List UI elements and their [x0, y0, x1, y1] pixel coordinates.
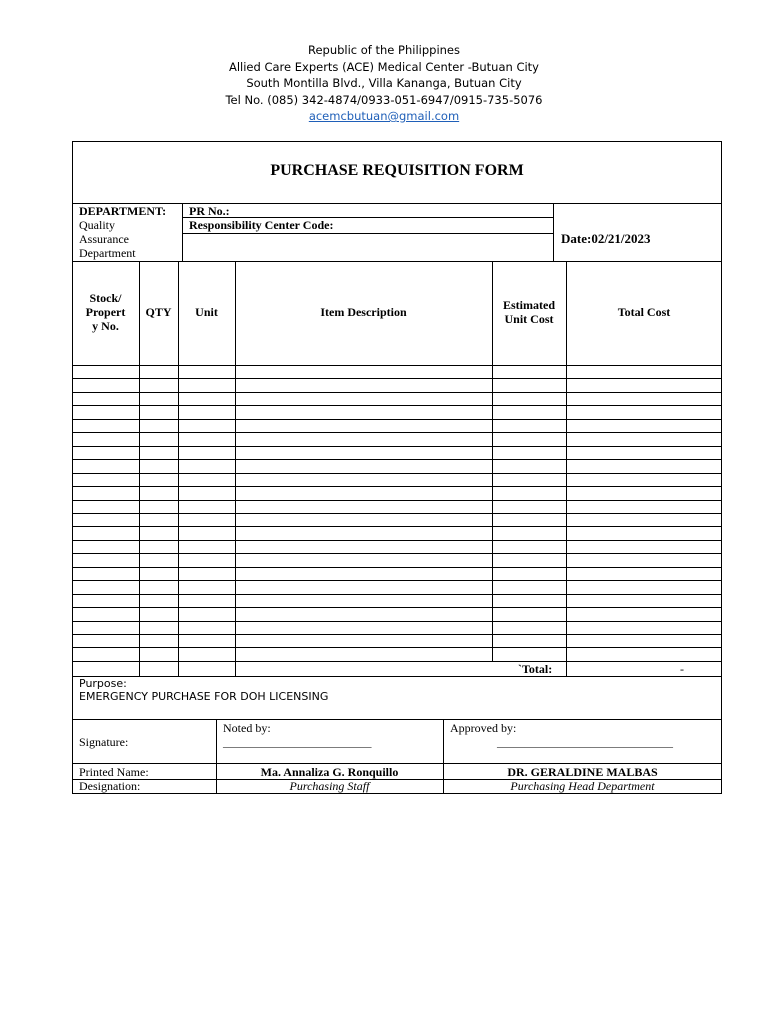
- divider: [72, 203, 722, 204]
- header-line-tel: Tel No. (085) 342-4874/0933-051-6947/0915-735-5076: [225, 92, 543, 107]
- table-row-line: [72, 378, 722, 379]
- approved-by-label: Approved by:: [450, 721, 517, 735]
- table-row-line: [72, 500, 722, 501]
- table-row-line: [72, 526, 722, 527]
- column-header-text: Unit Cost: [504, 312, 554, 326]
- table-row-line: [72, 594, 722, 595]
- divider: [72, 676, 722, 677]
- noted-by-signature-line: ___________________________: [223, 737, 372, 749]
- divider: [72, 261, 722, 262]
- divider: [182, 203, 183, 261]
- table-row-line: [72, 621, 722, 622]
- table-column-line: [566, 261, 567, 676]
- table-row-line: [72, 473, 722, 474]
- table-row-line: [72, 647, 722, 648]
- divider: [182, 233, 553, 234]
- column-header-text: Estimated: [503, 298, 555, 312]
- header-email-link[interactable]: acemcbutuan@gmail.com: [308, 109, 460, 123]
- table-row-line: [72, 446, 722, 447]
- divider: [72, 763, 722, 764]
- header-line-address: South Montilla Blvd., Villa Kananga, Butuan City: [246, 76, 522, 90]
- pr-no-label: PR No.:: [189, 204, 230, 218]
- column-header-total-cost: Total Cost: [617, 305, 671, 319]
- table-row-line: [72, 661, 722, 662]
- total-label: `Total:: [518, 662, 553, 676]
- table-row-line: [72, 513, 722, 514]
- table-row-line: [72, 405, 722, 406]
- table-row-line: [72, 567, 722, 568]
- divider: [72, 719, 722, 720]
- divider: [553, 203, 554, 261]
- noted-by-label: Noted by:: [223, 721, 271, 735]
- noted-by-designation: Purchasing Staff: [289, 779, 370, 793]
- header-line-org: Allied Care Experts (ACE) Medical Center -Butuan City: [228, 59, 539, 74]
- table-row-line: [72, 432, 722, 433]
- responsibility-code-label: Responsibility Center Code:: [189, 218, 334, 232]
- table-row-line: [72, 634, 722, 635]
- table-row-line: [72, 486, 722, 487]
- column-header-text: Stock/: [89, 291, 122, 305]
- letterhead: [0, 42, 768, 125]
- purpose-value: EMERGENCY PURCHASE FOR DOH LICENSING: [79, 690, 329, 703]
- column-header-qty: QTY: [145, 305, 172, 319]
- table-column-line: [178, 261, 179, 676]
- table-row-line: [72, 580, 722, 581]
- approved-by-designation: Purchasing Head Department: [510, 779, 655, 793]
- total-value: -: [680, 662, 684, 676]
- header-line-republic: Republic of the Philippines: [307, 43, 461, 57]
- printed-name-label: Printed Name:: [79, 765, 149, 779]
- column-header-text: y No.: [92, 319, 119, 333]
- form-title: PURCHASE REQUISITION FORM: [270, 162, 524, 179]
- table-row-line: [72, 553, 722, 554]
- column-header-unit: Unit: [195, 305, 218, 319]
- department-value: Quality: [79, 218, 115, 232]
- table-row-line: [72, 540, 722, 541]
- column-header-text: Propert: [85, 305, 126, 319]
- approved-by-name: DR. GERALDINE MALBAS: [507, 765, 658, 779]
- department-value: Department: [79, 246, 136, 260]
- column-header-description: Item Description: [320, 305, 407, 319]
- table-column-line: [235, 261, 236, 676]
- column-header-stock: [72, 291, 139, 333]
- purpose-label: Purpose:: [79, 677, 127, 690]
- divider: [72, 365, 722, 366]
- designation-label: Designation:: [79, 779, 141, 793]
- date-field: Date:02/21/2023: [561, 231, 651, 246]
- noted-by-name: Ma. Annaliza G. Ronquillo: [260, 765, 399, 779]
- column-header-estimated-cost: [492, 298, 566, 326]
- department-label: DEPARTMENT:: [79, 204, 167, 218]
- department-value: Assurance: [79, 232, 129, 246]
- table-column-line: [139, 261, 140, 676]
- approved-by-signature-line: ________________________________: [497, 737, 673, 749]
- table-row-line: [72, 392, 722, 393]
- table-row-line: [72, 459, 722, 460]
- table-row-line: [72, 419, 722, 420]
- table-row-line: [72, 607, 722, 608]
- signature-label: Signature:: [79, 735, 129, 749]
